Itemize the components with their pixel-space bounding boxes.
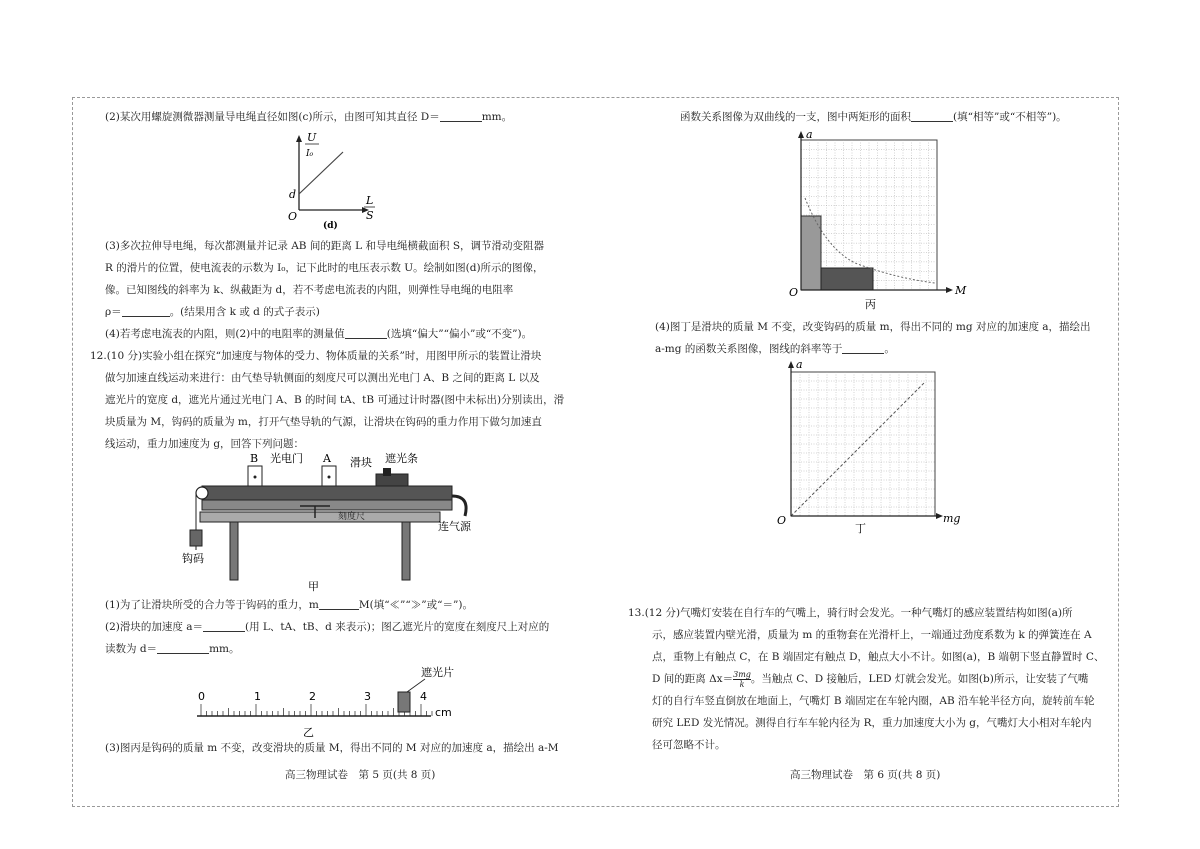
p12-line2: 做匀加速直线运动来进行：由气垫导轨侧面的刻度尺可以测出光电门 A、B 之间的距离 L 以及 bbox=[105, 372, 540, 384]
fig-bing-caption: 丙 bbox=[865, 298, 876, 311]
fig-jia-hook: 钩码 bbox=[182, 552, 204, 565]
q2-text: (2)某次用螺旋测微器测量导电绳直径如图(c)所示，由图可知其直径 D＝ mm。 bbox=[105, 111, 513, 123]
s3-text: (3)图丙是钩码的质量 m 不变，改变滑块的质量 M，得出不同的 M 对应的加速度 a，描绘出 a-M bbox=[105, 742, 559, 754]
left-column bbox=[105, 106, 605, 128]
figure-d bbox=[285, 130, 385, 230]
p13-line4: D 间的距离 Δx＝ $\frac{3mg}{k}$ 。当触点 C、D 接触后，LED 灯就会发光。如图(b)所示，让安装了气嘴 bbox=[652, 669, 1089, 689]
fig-jia-slider: 滑块 bbox=[350, 456, 372, 469]
p13-line6: 研究 LED 发光情况。测得自行车车轮内径为 R，重力加速度大小为 g，气嘴灯大小相对车轮内 bbox=[652, 717, 1092, 729]
fig-yi-tick-4: 4 bbox=[420, 690, 427, 703]
left-footer: 高三物理试卷 第 5 页(共 8 页) bbox=[285, 769, 436, 781]
right-top bbox=[680, 106, 1100, 128]
p13-line1: 13.(12 分)气嘴灯安装在自行车的气嘴上，骑行时会发光。一种气嘴灯的感应装置结构如图(a)所 bbox=[628, 607, 1073, 619]
fig-d-x-num: L bbox=[366, 194, 374, 207]
fig-jia-strip: 遮光条 bbox=[385, 452, 418, 465]
fig-yi-unit: cm bbox=[435, 706, 452, 719]
s1-text: (1)为了让滑块所受的合力等于钩码的重力，m M(填“≪”“≫”或“＝”)。 bbox=[105, 599, 473, 611]
fig-jia-air: 连气源 bbox=[438, 520, 471, 533]
fig-d-caption: (d) bbox=[323, 221, 338, 230]
fig-jia-ruler: 刻度尺 bbox=[338, 512, 366, 522]
fig-jia-a: A bbox=[323, 452, 331, 465]
fig-ding-caption: 丁 bbox=[855, 522, 866, 535]
fig-bing-x: M bbox=[955, 284, 967, 297]
figure-jia bbox=[170, 450, 500, 595]
fig-jia-b: B bbox=[250, 452, 259, 465]
p12-line5: 线运动，重力加速度为 g，回答下列问题： bbox=[105, 438, 305, 450]
fig-d-x-den: S bbox=[366, 209, 374, 222]
fig-d-origin: O bbox=[288, 210, 298, 223]
q3-line3: 像。已知图线的斜率为 k、纵截距为 d，若不考虑电流表的内阻，则弹性导电绳的电阻率 bbox=[105, 284, 514, 296]
p13-line7: 径可忽略不计。 bbox=[652, 739, 726, 751]
s2-text: (2)滑块的加速度 a＝ (用 L、tA、tB、d 来表示)；图乙遮光片的宽度在刻度尺上对应的 bbox=[105, 621, 550, 633]
figure-ding bbox=[775, 358, 975, 538]
fig-ding-origin: O bbox=[777, 514, 787, 527]
fig-d-y-num: U bbox=[307, 131, 317, 144]
right-footer: 高三物理试卷 第 6 页(共 8 页) bbox=[790, 769, 941, 781]
left-q3-block bbox=[90, 235, 605, 455]
p13-fraction: $\frac{3mg}{k}$ bbox=[733, 669, 751, 689]
q3-line1: (3)多次拉伸导电绳，每次都测量并记录 AB 间的距离 L 和导电绳横截面积 S，调节滑动变阻器 bbox=[105, 240, 545, 252]
fig-d-y-den: I₀ bbox=[306, 149, 314, 159]
left-q12-subs bbox=[105, 594, 605, 660]
p12-line4: 块质量为 M，钩码的质量为 m，打开气垫导轨的气源，让滑块在钩码的重力作用下做匀加速直 bbox=[105, 416, 542, 428]
q4-text: (4)若考虑电流表的内阻，则(2)中的电阻率的测量值 (选填“偏大”“偏小”或“不变”)。 bbox=[105, 328, 533, 340]
right-q4-line2: a-mg 的函数关系图像，图线的斜率等于 。 bbox=[655, 343, 895, 355]
fig-bing-origin: O bbox=[789, 286, 799, 299]
p12-line3: 遮光片的宽度 d，遮光片通过光电门 A、B 的时间 tA、tB 可通过计时器(图中未标出)分别读出，滑 bbox=[105, 394, 565, 406]
fig-yi-label: 遮光片 bbox=[421, 666, 454, 679]
fig-jia-gate: 光电门 bbox=[270, 452, 303, 465]
p13-line5: 灯的自行车竖直倒放在地面上，气嘴灯 B 端固定在车轮内圈，AB 沿车轮半径方向，旋转前车轮 bbox=[652, 695, 1095, 707]
figure-bing bbox=[785, 128, 975, 313]
q3-line2: R 的滑片的位置，使电流表的示数为 I₀，记下此时的电压表示数 U。绘制如图(d)所示的图像， bbox=[105, 262, 544, 274]
fig-jia-caption: 甲 bbox=[308, 580, 319, 593]
right-p13 bbox=[628, 602, 1108, 756]
fig-ding-x: mg bbox=[943, 512, 961, 525]
fig-yi-tick-0: 0 bbox=[198, 690, 205, 703]
q3-line4: ρ＝ 。(结果用含 k 或 d 的式子表示) bbox=[105, 306, 320, 318]
fig-yi-caption: 乙 bbox=[303, 726, 314, 739]
p13-line3: 点，重物上有触点 C，在 B 端固定有触点 D，触点大小不计。如图(a)，B 端朝下竖直静置时 C、 bbox=[652, 651, 1105, 663]
fig-bing-y: a bbox=[806, 128, 813, 141]
fig-d-intercept: d bbox=[289, 188, 297, 201]
s2-text-2: 读数为 d＝ mm。 bbox=[105, 643, 240, 655]
p13-line2: 示，感应装置内壁光滑，质量为 m 的重物套在光滑杆上，一端通过劲度系数为 k 的弹簧连在 A bbox=[652, 629, 1092, 641]
fig-ding-y: a bbox=[796, 358, 803, 371]
right-q4-line1: (4)图丁是滑块的质量 M 不变，改变钩码的质量 m，得出不同的 mg 对应的加速度 a，描绘出 bbox=[655, 321, 1091, 333]
right-q4 bbox=[655, 316, 1105, 360]
p12-line1: 12.(10 分)实验小组在探究“加速度与物体的受力、物体质量的关系”时，用图甲所示的装置让滑块 bbox=[90, 350, 542, 362]
fig-yi-tick-3: 3 bbox=[364, 690, 371, 703]
fig-yi-tick-2: 2 bbox=[309, 690, 316, 703]
figure-yi bbox=[185, 664, 475, 740]
fig-yi-tick-1: 1 bbox=[254, 690, 261, 703]
left-s3 bbox=[105, 737, 605, 759]
right-top-text: 函数关系图像为双曲线的一支，图中两矩形的面积 (填“相等”或“不相等”)。 bbox=[680, 111, 1067, 123]
